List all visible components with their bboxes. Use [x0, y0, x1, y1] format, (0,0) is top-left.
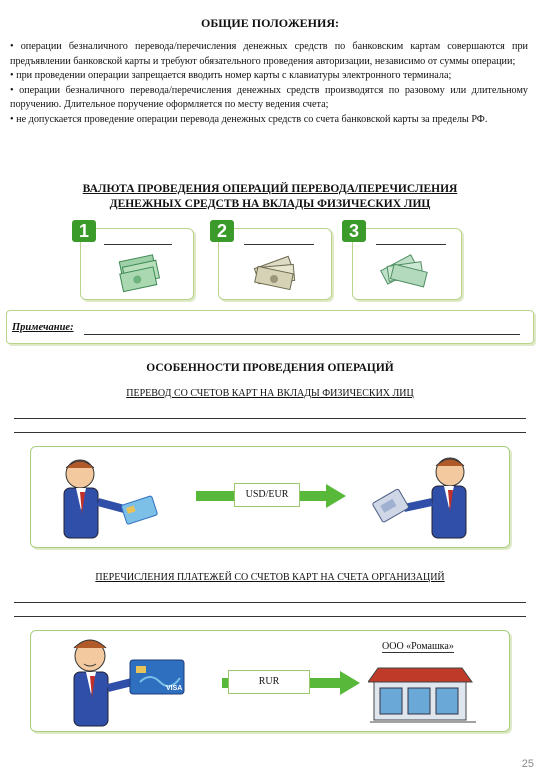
badge-1: 1: [72, 220, 96, 242]
payment-line-1[interactable]: [14, 602, 526, 603]
bullet-item: • операции безналичного перевода/перечисления денежных средств по банковским картам совершаются при предъявлении банковской карты и требуют обязательного проведения авторизации, независимо от суммы операции;: [10, 41, 528, 67]
currency-title-line1: ВАЛЮТА ПРОВЕДЕНИЯ ОПЕРАЦИЙ ПЕРЕВОДА/ПЕРЕЧИСЛЕНИЯ: [82, 183, 458, 195]
person-with-card-icon: [50, 452, 160, 544]
euro-banknotes-icon: [378, 250, 432, 294]
general-bullets: [10, 40, 528, 127]
bullet-item: • операции безналичного перевода/перечисления денежных средств производятся по разовому или длительному поручению. Длительное поручение оформляется по месту ведения счета;: [10, 84, 528, 110]
payment-heading: ПЕРЕЧИСЛЕНИЯ ПЛАТЕЖЕЙ СО СЧЕТОВ КАРТ НА СЧЕТА ОРГАНИЗАЦИЙ: [95, 572, 445, 583]
badge-2: 2: [210, 220, 234, 242]
note-label: Примечание:: [12, 322, 74, 333]
currency-blank-3[interactable]: [376, 244, 446, 245]
currency-blank-1[interactable]: [104, 244, 172, 245]
transfer-heading: ПЕРЕВОД СО СЧЕТОВ КАРТ НА ВКЛАДЫ ФИЗИЧЕСКИХ ЛИЦ: [126, 388, 414, 399]
badge-3: 3: [342, 220, 366, 242]
office-building-icon: [368, 656, 478, 726]
payment-currency-label: RUR: [228, 670, 310, 694]
ruble-banknotes-icon: [116, 252, 162, 294]
svg-text:VISA: VISA: [166, 685, 183, 692]
general-title: ОБЩИЕ ПОЛОЖЕНИЯ:: [200, 16, 340, 30]
currency-title-line2: ДЕНЕЖНЫХ СРЕДСТВ НА ВКЛАДЫ ФИЗИЧЕСКИХ ЛИЦ: [109, 198, 431, 210]
person-receiving-icon: [372, 450, 482, 544]
bullet-item: • не допускается проведение операции перевода денежных средств со счета банковской карты за пределы РФ.: [10, 113, 488, 125]
features-title: ОСОБЕННОСТИ ПРОВЕДЕНИЯ ОПЕРАЦИЙ: [146, 362, 394, 374]
dollar-banknotes-icon: [250, 252, 300, 294]
note-box: [6, 310, 534, 344]
transfer-line-1[interactable]: [14, 418, 526, 419]
transfer-currency-label: USD/EUR: [234, 483, 300, 507]
payment-line-2[interactable]: [14, 616, 526, 617]
transfer-line-2[interactable]: [14, 432, 526, 433]
page-number: 25: [521, 758, 534, 770]
bullet-item: • при проведении операции запрещается вводить номер карты с клавиатуры электронного терминала;: [10, 70, 452, 81]
person-pointing-card-icon: [54, 634, 194, 730]
currency-blank-2[interactable]: [244, 244, 314, 245]
organization-label: ООО «Ромашка»: [382, 641, 454, 652]
note-blank[interactable]: [84, 334, 520, 335]
